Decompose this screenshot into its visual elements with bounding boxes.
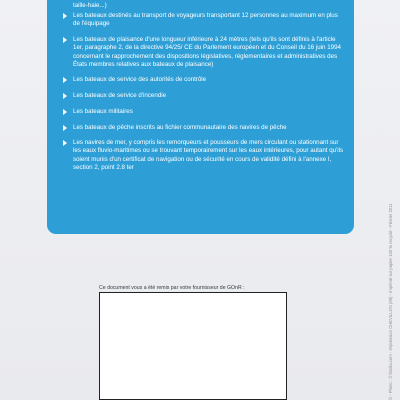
list-item-text: Les bateaux de service d'incendie xyxy=(73,92,167,100)
triangle-bullet-icon xyxy=(63,109,67,115)
triangle-bullet-icon xyxy=(63,93,67,99)
list-item xyxy=(63,76,346,84)
list-item-text: Les bateaux de service des autorités de contrôle xyxy=(73,76,207,84)
triangle-bullet-icon xyxy=(63,37,67,43)
list-item-text: Les bateaux de plaisance d'une longueur inférieure à 24 mètres (tels qu'ils sont définis à l'article 1er, paragraphe 2, de la directive 94/25/ CE du Parlement européen et du Conseil du 16 juin 1994 concernant le rapprochement des dispositions législatives, réglementaires et administratives des États membres relatives aux bateaux de plaisance) xyxy=(73,36,341,68)
vessel-list xyxy=(63,12,346,172)
list-item xyxy=(63,124,346,132)
side-credit-text: © - Photo : © fotolia.com - Impression CHEVILLON (89) - Imprimé sur papier 100 % recyclé - Février 2011 xyxy=(388,203,393,400)
list-item-text: Les bateaux militaires xyxy=(73,107,133,115)
triangle-bullet-icon xyxy=(63,140,67,146)
list-item xyxy=(63,12,346,28)
list-item-text: Les bateaux de pêche inscrits au fichier communautaire des navires de pêche xyxy=(73,123,287,131)
panel-intro-text: taille-haie...) xyxy=(73,2,107,9)
info-panel xyxy=(47,0,354,234)
list-item xyxy=(63,139,346,172)
triangle-bullet-icon xyxy=(63,77,67,83)
list-item xyxy=(63,108,346,116)
triangle-bullet-icon xyxy=(63,13,67,19)
supplier-stamp-box xyxy=(99,292,287,400)
list-item-text: Les navires de mer, y compris les remorqueurs et pousseurs de mers circulant ou stationnant sur les eaux fluvio-maritimes ou se trouvant temporairement sur les eaux intérieures, pour autant qu'ils soient munis d'un certificat de navigation ou de sécurité en cours de validité défini à l'annexe I, section 2, point 2.8 ter xyxy=(73,139,344,171)
side-credit-column xyxy=(388,0,394,400)
list-item xyxy=(63,92,346,100)
list-item xyxy=(63,36,346,69)
supplier-box-caption: Ce document vous a été remis par votre fournisseur de GOnR : xyxy=(99,285,245,291)
list-item-text: Les bateaux destinés au transport de voyageurs transportant 12 personnes au maximum en plus de l'équipage xyxy=(73,12,338,28)
triangle-bullet-icon xyxy=(63,125,67,131)
